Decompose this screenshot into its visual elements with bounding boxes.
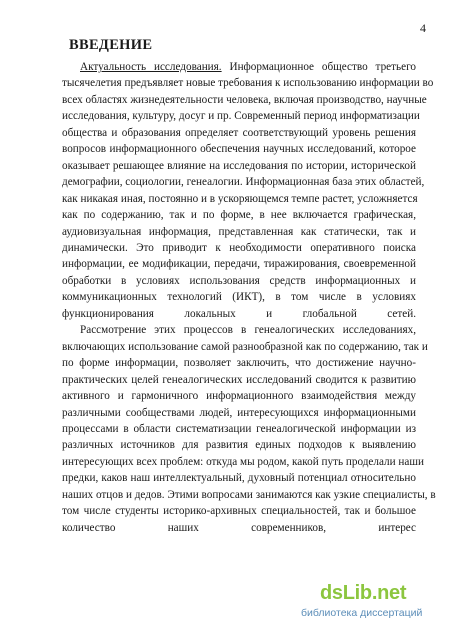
text-line: Информационное общество третьего bbox=[229, 61, 416, 73]
text-line: коммуникационных технологий (ИКТ), в том числе в условиях bbox=[62, 291, 416, 304]
text-line: включающих использование самой разнообразной как по содержанию, так и bbox=[62, 340, 428, 353]
text-line: общества и образования определяет соответствующий уровень решения bbox=[62, 126, 416, 139]
paragraph-first-line bbox=[62, 59, 416, 75]
text-line: по форме информации, позволяет заключить, что достижение научно- bbox=[62, 357, 416, 370]
text-line: функционирования локальных и глобальной сетей. bbox=[62, 307, 416, 320]
text-line: количество наших современников, интерес bbox=[62, 521, 416, 534]
text-line: различных источников для развития единых подходов к выявлению bbox=[62, 439, 416, 452]
page-number: 4 bbox=[420, 21, 426, 35]
text-line: как никакая иная, постоянно и в ускоряющемся темпе растет, усложняется bbox=[62, 192, 418, 205]
page-title: ВВЕДЕНИЕ bbox=[69, 37, 153, 53]
section-lead-in: Актуальность исследования. bbox=[80, 61, 222, 73]
text-line: динамически. Это приводит к необходимости оперативного поиска bbox=[62, 241, 416, 254]
text-line: интересующих всех проблем: откуда мы родом, какой путь проделали наши bbox=[62, 455, 424, 468]
watermark-subtitle: библиотека диссертаций bbox=[301, 607, 423, 619]
text-line: информации, ее модификации, передачи, тиражирования, своевременной bbox=[62, 258, 416, 271]
paragraph-genealogy bbox=[62, 322, 436, 536]
text-line: предки, каков наш интеллектуальный, духовный потенциал относительно bbox=[62, 472, 416, 485]
text-line: исследования, культуру, досуг и пр. Современный период информатизации bbox=[62, 110, 420, 123]
text-line: вопросов информационного обеспечения научных исследований, которое bbox=[62, 143, 416, 156]
text-line: том числе студенты историко-архивных специальностей, так и большое bbox=[62, 505, 416, 518]
text-line: всех областях жизнедеятельности человека, включая производство, научные bbox=[62, 93, 427, 106]
text-line: оказывает решающее влияние на исследования по истории, исторической bbox=[62, 159, 416, 172]
text-line: обработки в условиях использования средств информационных и bbox=[62, 274, 416, 287]
watermark-brand: dsLib.net bbox=[320, 582, 407, 604]
document-body bbox=[62, 59, 436, 536]
text-line: различными сообществами людей, интересующихся информационными bbox=[62, 406, 416, 419]
text-line: наших отцов и дедов. Этими вопросами занимаются как узкие специалисты, в bbox=[62, 488, 436, 501]
text-line: как по содержанию, так и по форме, в нее включается графическая, bbox=[62, 209, 416, 222]
text-line: демографии, социологии, генеалогии. Информационная база этих областей, bbox=[62, 176, 425, 189]
text-line: Рассмотрение этих процессов в генеалогических исследованиях, bbox=[80, 324, 416, 337]
text-line: процессами в области систематизации генеалогической информации из bbox=[62, 422, 416, 435]
watermark-logo bbox=[300, 582, 440, 622]
text-line: тысячелетия предъявляет новые требования к использованию информации во bbox=[62, 77, 434, 90]
text-line: практических целей генеалогических исследований сводится к развитию bbox=[62, 373, 416, 386]
text-line: активного и гармоничного информационного взаимодействия между bbox=[62, 390, 416, 403]
paragraph-relevance bbox=[62, 59, 434, 322]
text-line: аудиовизуальная информация, представленная как статически, так и bbox=[62, 225, 416, 238]
